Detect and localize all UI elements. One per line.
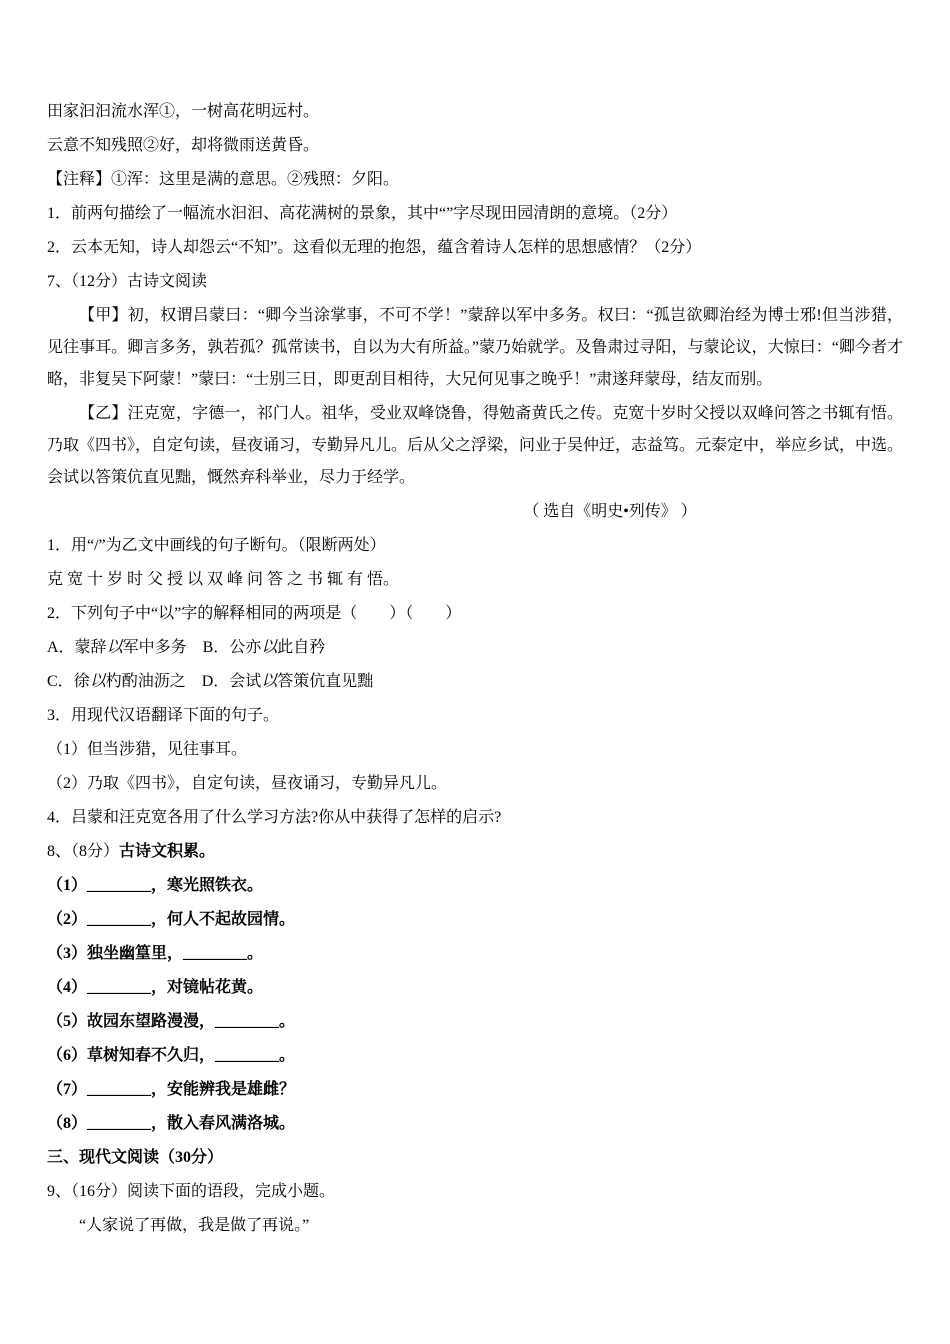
text-run: A．蒙辞 (47, 639, 107, 656)
paragraph (47, 904, 903, 936)
text-run: 3．用现代汉语翻译下面的句子。 (47, 707, 280, 724)
text-run: （6）草树知春不久归，________。 (47, 1047, 296, 1064)
paragraph (47, 972, 903, 1004)
paragraph (47, 938, 903, 970)
text-run: 【注释】①浑：这里是满的意思。②残照：夕阳。 (47, 171, 400, 188)
text-run: 此自矜 (277, 639, 326, 656)
paragraph (47, 1006, 903, 1038)
paragraph (47, 666, 903, 698)
text-run: （8）________，散入春风满洛城。 (47, 1115, 296, 1132)
text-run: 云意不知残照②好，却将微雨送黄昏。 (47, 137, 320, 154)
text-run: 【甲】初，权谓吕蒙曰：“卿今当涂掌事，不可不学！”蒙辞以军中多务。权曰：“孤岂欲卿治经为博士邪!但当涉猎，见往事耳。卿言多务，孰若孤？孤常读书，自以为大有所益。”蒙乃始就学。及鲁肃过寻阳，与蒙论议，大惊曰：“卿今者才略，非复吴下阿蒙！”蒙曰：“士别三日，即更刮目相待，大兄何见事之晚乎！”肃遂拜蒙母，结友而别。 (47, 307, 903, 388)
text-run: （1）________，寒光照铁衣。 (47, 877, 264, 894)
paragraph (47, 632, 903, 664)
paragraph (47, 130, 903, 162)
text-run: 军中多务 B．公亦 (122, 639, 262, 656)
text-run: （3）独坐幽篁里，________。 (47, 945, 264, 962)
text-run: 杓酌油沥之 D．会试 (105, 673, 262, 690)
paragraph (47, 870, 903, 902)
paragraph (47, 1210, 903, 1242)
paragraph (47, 232, 903, 264)
paragraph (47, 1108, 903, 1140)
text-run: 9、（16分）阅读下面的语段，完成小题。 (47, 1183, 336, 1200)
text-run: 古诗文积累。 (119, 843, 216, 860)
text-run: 1．用“/”为乙文中画线的句子断句。（限断两处） (47, 537, 386, 554)
text-run: 8、（8分） (47, 843, 120, 860)
text-run: “人家说了再做，我是做了再说。” (79, 1217, 310, 1234)
paragraph (47, 164, 903, 196)
paragraph (47, 700, 903, 732)
text-run: （1）但当涉猎，见往事耳。 (47, 741, 248, 758)
paragraph (47, 802, 903, 834)
paragraph (47, 836, 903, 868)
text-run: （2）________，何人不起故园情。 (47, 911, 296, 928)
paragraph (47, 496, 903, 528)
paragraph (47, 768, 903, 800)
paragraph (47, 1176, 903, 1208)
text-run: 2．云本无知，诗人却怨云“不知”。这看似无理的抱怨，蕴含着诗人怎样的思想感情？（2分） (47, 239, 702, 256)
text-run: 答策伉直见黜 (277, 673, 374, 690)
text-run: 2．下列句子中“以”字的解释相同的两项是（ ）（ ） (47, 605, 462, 622)
paragraph (47, 1142, 903, 1174)
text-run: 以 (89, 673, 106, 690)
text-run: （ 选自《明史•列传》 ） (523, 503, 697, 520)
text-run: 以 (261, 639, 278, 656)
paragraph (47, 598, 903, 630)
paragraph (47, 1074, 903, 1106)
text-run: 7、（12分）古诗文阅读 (47, 273, 208, 290)
paragraph (47, 564, 903, 596)
paragraph (47, 398, 903, 494)
text-run: 以 (261, 673, 278, 690)
paragraph (47, 530, 903, 562)
paragraph (47, 198, 903, 230)
text-run: 三、现代文阅读（30分） (47, 1149, 224, 1166)
text-run: C．徐 (47, 673, 90, 690)
text-run: （4）________，对镜帖花黄。 (47, 979, 264, 996)
text-run: （5）故园东望路漫漫，________。 (47, 1013, 296, 1030)
paragraph (47, 96, 903, 128)
text-run: 克 宽 十 岁 时 父 授 以 双 峰 问 答 之 书 辄 有 悟。 (47, 571, 400, 588)
text-run: 【乙】汪克宽，字德一，祁门人。祖华，受业双峰饶鲁，得勉斋黄氏之传。克宽十岁时父授以双峰问答之书辄有悟。乃取《四书》，自定句读，昼夜诵习，专勤异凡儿。后从父之浮梁，问业于吴仲迂，志益笃。元泰定中，举应乡试，中选。会试以答策伉直见黜，慨然弃科举业，尽力于经学。 (47, 405, 904, 486)
text-run: 以 (106, 639, 123, 656)
text-run: （2）乃取《四书》，自定句读，昼夜诵习，专勤异凡儿。 (47, 775, 448, 792)
paragraph (47, 734, 903, 766)
paragraph (47, 266, 903, 298)
paragraph (47, 1040, 903, 1072)
text-run: 4．吕蒙和汪克宽各用了什么学习方法?你从中获得了怎样的启示? (47, 809, 502, 826)
text-run: （7）________，安能辨我是雄雌？ (47, 1081, 296, 1098)
text-run: 田家汩汩流水浑①，一树高花明远村。 (47, 103, 320, 120)
paragraph (47, 300, 903, 396)
text-run: 1．前两句描绘了一幅流水汩汩、高花满树的景象，其中“”字尽现田园清朗的意境。（2分） (47, 205, 678, 222)
